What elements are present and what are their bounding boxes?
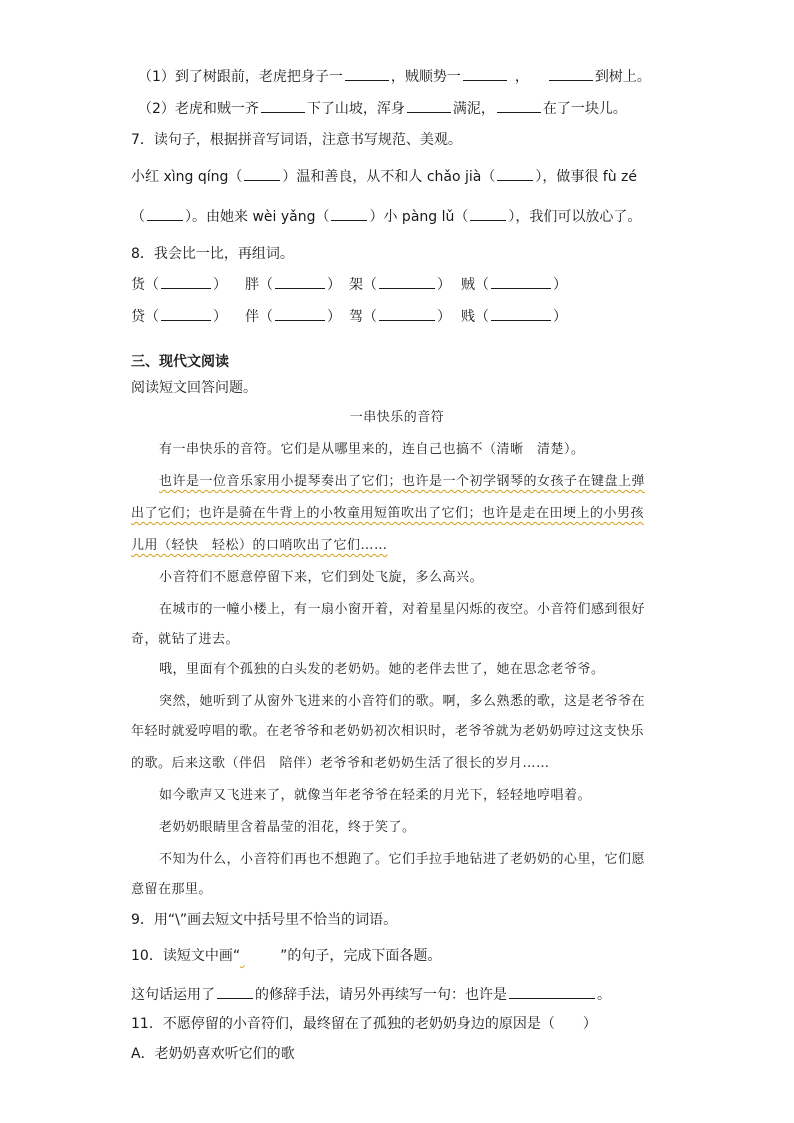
answer-blank[interactable] (275, 274, 325, 289)
answer-blank[interactable] (345, 66, 389, 81)
passage-paragraph: 小音符们不愿意停留下来，它们到处飞旋，多么高兴。 (159, 570, 484, 585)
q6-line2: （2）老虎和贼一齐 下了山坡，浑身 满泥， 在了一块儿。 (138, 98, 627, 119)
answer-blank[interactable] (463, 66, 507, 81)
compare-char: 伴（ ） (245, 306, 341, 327)
answer-blank[interactable] (161, 274, 211, 289)
passage-paragraph: 年轻时就爱哼唱的歌。在老爷爷和老奶奶初次相识时，老爷爷就为老奶奶哼过这支快乐 (131, 724, 645, 739)
passage-paragraph: 如今歌声又飞进来了，就像当年老爷爷在轻柔的月光下，轻轻地哼唱着。 (159, 788, 592, 803)
passage-paragraph: 在城市的一幢小楼上，有一扇小窗开着，对着星星闪烁的夜空。小音符们感到很好 (159, 602, 646, 617)
answer-blank[interactable] (491, 274, 551, 289)
compare-char: 胖（ ） (245, 274, 341, 295)
passage-paragraph: 的歌。后来这歌（伴侣 陪伴）老爷爷和老奶奶生活了很长的岁月…… (131, 756, 550, 771)
compare-char: 贼（ ） (461, 274, 567, 295)
q9: 9．用“\”画去短文中括号里不恰当的词语。 (131, 912, 398, 928)
compare-char: 架（ ） (349, 274, 451, 295)
answer-blank[interactable] (261, 98, 305, 113)
q8-title: 8．我会比一比，再组词。 (131, 246, 294, 262)
wavy-underline-sample (240, 946, 280, 966)
compare-char: 贱（ ） (461, 306, 567, 327)
answer-blank[interactable] (244, 166, 280, 181)
answer-blank[interactable] (217, 984, 253, 999)
answer-blank[interactable] (509, 984, 595, 999)
compare-char: 贷（ ） (131, 306, 227, 327)
passage-title: 一串快乐的音符 (349, 410, 445, 425)
answer-blank[interactable] (161, 306, 211, 321)
passage-paragraph: 哦，里面有个孤独的白头发的老奶奶。她的老伴去世了，她在思念老爷爷。 (159, 662, 605, 677)
q7-line1: 小红 xìng qíng（ ）温和善良，从不和人 chǎo jià（ ），做事很 fù zé (131, 166, 637, 187)
answer-blank[interactable] (379, 306, 435, 321)
passage-paragraph: 不知为什么，小音符们再也不想跑了。它们手拉手地钻进了老奶奶的心里，它们愿 (159, 852, 646, 867)
answer-blank[interactable] (407, 98, 451, 113)
q10-sub: 这句话运用了 的修辞手法，请另外再续写一句：也许是 。 (131, 984, 611, 1005)
section-heading: 三、现代文阅读 (131, 354, 229, 370)
answer-blank[interactable] (470, 206, 506, 221)
passage-paragraph: 意留在那里。 (131, 882, 213, 897)
passage-paragraph: 有一串快乐的音符。它们是从哪里来的，连自己也搞不（清晰 清楚）。 (159, 442, 585, 457)
answer-blank[interactable] (497, 166, 533, 181)
passage-paragraph: 突然，她听到了从窗外飞进来的小音符们的歌。啊，多么熟悉的歌，这是老爷爷在 (159, 694, 646, 709)
answer-blank[interactable] (497, 98, 541, 113)
q7-title: 7．读句子，根据拼音写词语，注意书写规范、美观。 (131, 132, 462, 148)
answer-blank[interactable] (331, 206, 367, 221)
q7-line2: （ ）。由她来 wèi yǎng（ ）小 pàng lǔ（ ），我们可以放心了。 (131, 206, 641, 227)
passage-paragraph: 老奶奶眼睛里含着晶莹的泪花，终于笑了。 (159, 820, 416, 835)
section-instruction: 阅读短文回答问题。 (131, 380, 257, 396)
compare-char: 货（ ） (131, 274, 227, 295)
answer-blank[interactable] (275, 306, 325, 321)
q10: 10．读短文中画“ ”的句子，完成下面各题。 (131, 948, 442, 964)
passage-paragraph: 儿用（轻快 轻松）的口哨吹出了它们…… (131, 538, 388, 553)
q11-stem: 11．不愿停留的小音符们，最终留在了孤独的老奶奶身边的原因是（ ） (131, 1016, 597, 1032)
answer-blank[interactable] (379, 274, 435, 289)
q6-line1: （1）到了树跟前，老虎把身子一 ，贼顺势一 ， 到树上。 (138, 66, 651, 87)
underlined-sentence: 也许是一位音乐家用小提琴奏出了它们；也许是一个初学钢琴的女孩子在键盘上弹 (159, 474, 646, 489)
answer-blank[interactable] (491, 306, 551, 321)
answer-blank[interactable] (147, 206, 183, 221)
underlined-sentence: 出了它们；也许是骑在牛背上的小牧童用短笛吹出了它们；也许是走在田埂上的小男孩 (131, 506, 645, 521)
passage-paragraph: 奇，就钻了进去。 (131, 632, 240, 647)
q11-option-a[interactable]: A．老奶奶喜欢听它们的歌 (131, 1046, 295, 1062)
compare-char: 驾（ ） (349, 306, 451, 327)
answer-blank[interactable] (549, 66, 593, 81)
